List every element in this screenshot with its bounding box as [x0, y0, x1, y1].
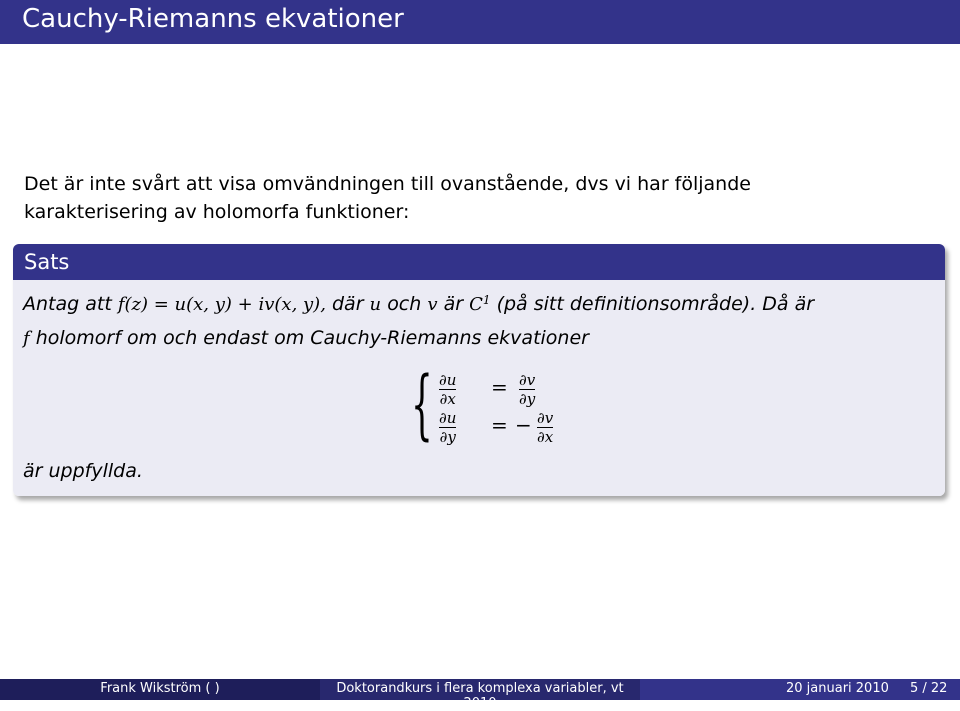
theorem-block [13, 244, 945, 496]
footer-bar [0, 679, 960, 711]
class-C-exponent: 1 [482, 293, 491, 307]
var-u: u [369, 294, 382, 315]
var-f: f [23, 328, 30, 349]
theorem-statement [23, 288, 938, 355]
eq2-rhs-num: ∂v [537, 409, 554, 427]
intro-line-2: karakterisering av holomorfa funktioner: [24, 201, 410, 223]
eq2-minus: − [515, 413, 532, 437]
footer-date-section [640, 679, 960, 700]
dar-text: där [331, 293, 364, 315]
och-text: och [387, 293, 422, 315]
footer-course-section [320, 679, 640, 711]
footer-author-section [0, 679, 320, 700]
eq2-lhs-num: ∂u [439, 409, 457, 427]
left-brace: { [411, 359, 433, 448]
theorem-body [13, 280, 945, 496]
slide-title-bar [0, 0, 960, 44]
eq1-rhs-den: ∂y [519, 390, 536, 408]
ar-text: är [443, 293, 464, 315]
eq2-equals: = [491, 413, 508, 437]
slide-title: Cauchy-Riemanns ekvationer [22, 4, 404, 34]
footer-course: Doktorandkurs i flera komplexa variabler, vt 2010 [336, 681, 624, 711]
intro-text [24, 170, 924, 226]
function-formula: f(z) = u(x, y) + iv(x, y), [117, 294, 326, 315]
eq1-lhs-fraction [439, 372, 456, 407]
eq1-lhs-num: ∂u [439, 371, 457, 389]
footer-date: 20 januari 2010 [786, 681, 889, 696]
theorem-heading: Sats [24, 250, 70, 274]
domain-text: (på sitt definitionsområde). Då är [496, 293, 815, 315]
class-C-letter: C [469, 294, 483, 315]
eq2-rhs-fraction [537, 410, 553, 445]
eq1-equals: = [491, 375, 508, 399]
eq2-lhs-den: ∂y [439, 428, 456, 446]
theorem-header [13, 244, 945, 280]
eq1-rhs-fraction [519, 372, 535, 407]
eq1-lhs-den: ∂x [439, 390, 456, 408]
class-C [469, 294, 490, 315]
eq1-rhs-num: ∂v [519, 371, 536, 389]
var-v: v [427, 294, 438, 315]
footer-author: Frank Wikström ( ) [100, 681, 220, 696]
intro-line-1: Det är inte svårt att visa omvändningen till ovanstående, dvs vi har följande [24, 173, 751, 195]
page-number: 5 / 22 [910, 681, 948, 696]
cauchy-riemann-system [411, 359, 571, 448]
theorem-closing: är uppfyllda. [23, 460, 143, 482]
statement-line-2: holomorf om och endast om Cauchy-Riemanns ekvationer [35, 327, 589, 349]
antag-text: Antag att [23, 293, 112, 315]
eq2-lhs-fraction [439, 410, 456, 445]
eq2-rhs-den: ∂x [537, 428, 554, 446]
